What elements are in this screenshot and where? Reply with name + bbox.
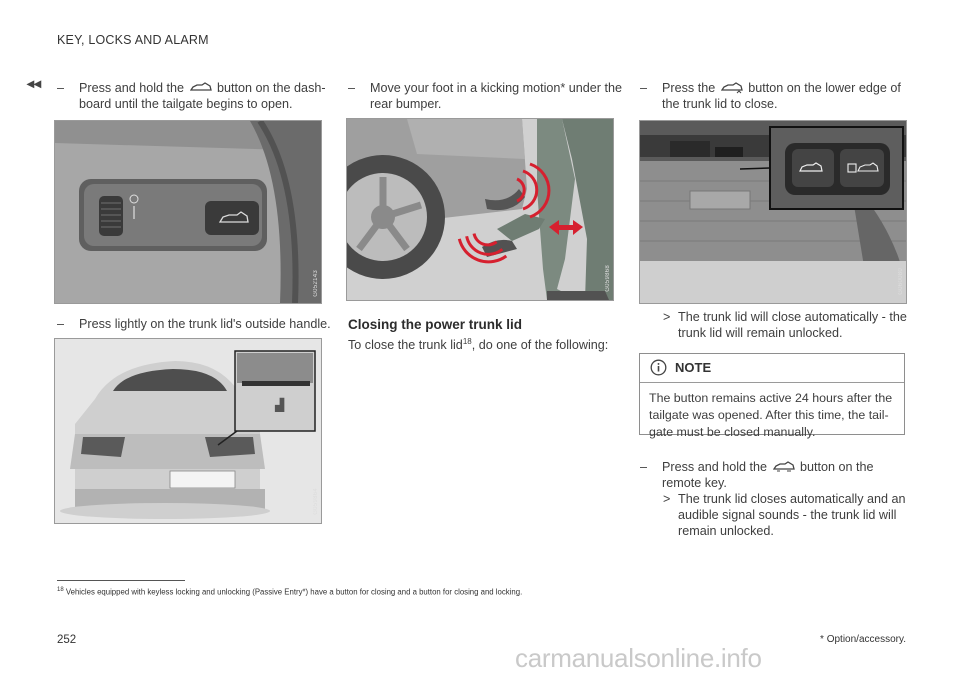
- footnote-number: 18: [57, 587, 64, 593]
- info-icon: [650, 359, 667, 376]
- step-text-after: button on the dash-: [217, 81, 326, 95]
- step-text-after: button on the lower edge of: [748, 81, 901, 95]
- watermark: carmanualsonline.info: [515, 643, 762, 673]
- footnote-text: Vehicles equipped with keyless locking and unlocking (Passive Entry*) have a button for closing and a button for closing and locking.: [65, 587, 523, 597]
- trunk-icon: [721, 82, 743, 94]
- step-press-dashboard-button: – Press and hold the button on the dash- board until the tailgate begins to open.: [57, 81, 326, 111]
- continued-from-previous-icon: ◂◂: [27, 75, 42, 91]
- page-number: 252: [57, 634, 77, 646]
- step-kick-motion: – Move your foot in a kicking motion* under the rear bumper.: [348, 81, 623, 111]
- step-text-before: Press the: [662, 81, 716, 95]
- note-title: NOTE: [675, 360, 712, 375]
- trunk-icon: [773, 461, 795, 473]
- step-text: Press lightly on the trunk lid's outside handle.: [79, 317, 331, 331]
- section-title: KEY, LOCKS AND ALARM: [57, 33, 209, 47]
- step-text-before: Press and hold the: [662, 460, 768, 474]
- note-header: [640, 354, 904, 383]
- section-heading: Closing the power trunk lid: [348, 317, 523, 332]
- step-press-outside-handle: – Press lightly on the trunk lid's outside handle.: [57, 317, 331, 331]
- step-text-line1: Move your foot in a kicking motion* under the: [370, 81, 623, 95]
- figure-code: G059864: [313, 488, 319, 515]
- svg-text:▟: ▟: [275, 398, 285, 412]
- note-box: [639, 353, 905, 439]
- result-text-line1: The trunk lid closes automatically and an: [678, 492, 906, 506]
- result-text-line2: trunk lid will remain unlocked.: [678, 326, 843, 340]
- trunk-icon: [190, 82, 212, 94]
- step-text-line2: remote key.: [662, 476, 727, 490]
- result-text-line3: remain unlocked.: [678, 524, 774, 538]
- footnote-divider: [57, 580, 185, 581]
- figure-code: G052143: [313, 270, 319, 297]
- result-text-line2: audible signal sounds - the trunk lid will: [678, 508, 897, 522]
- note-body: The button remains active 24 hours after the tailgate was opened. After this time, the tail- gate must be closed manually.: [649, 391, 893, 439]
- trunk-lid-close-button-illustration: [639, 120, 907, 304]
- foot-kick-under-bumper-illustration: [346, 118, 614, 301]
- step-text-before: Press and hold the: [79, 81, 185, 95]
- step-press-remote-key: – Press and hold the button on the remote key.: [640, 460, 874, 490]
- step-text-line2: rear bumper.: [370, 97, 442, 111]
- step-text-line2: board until the tailgate begins to open.: [79, 97, 293, 111]
- figure-code: G060080: [898, 268, 904, 295]
- figure-code: G059868: [605, 265, 611, 292]
- step-text-line2: the trunk lid to close.: [662, 97, 778, 111]
- result-closes-with-signal: > The trunk lid closes automatically and an audible signal sounds - the trunk lid will remain unlocked.: [663, 492, 906, 538]
- footnote-ref: 18: [462, 337, 472, 346]
- result-text-line1: The trunk lid will close automatically - the: [678, 310, 907, 324]
- closing-intro-text: To close the trunk lid$^{18}$, do one of the following:: [348, 337, 609, 353]
- step-press-trunk-lid-button: – Press the button on the lower edge of the trunk lid to close.: [640, 81, 901, 111]
- option-accessory-note: * Option/accessory.: [820, 634, 906, 645]
- footnote: [57, 587, 522, 597]
- car-rear-handle-illustration: [54, 338, 322, 524]
- step-text-after: button on the: [800, 460, 874, 474]
- result-close-automatically: > The trunk lid will close automatically - the trunk lid will remain unlocked.: [663, 310, 907, 340]
- dashboard-tailgate-button-illustration: [54, 120, 322, 304]
